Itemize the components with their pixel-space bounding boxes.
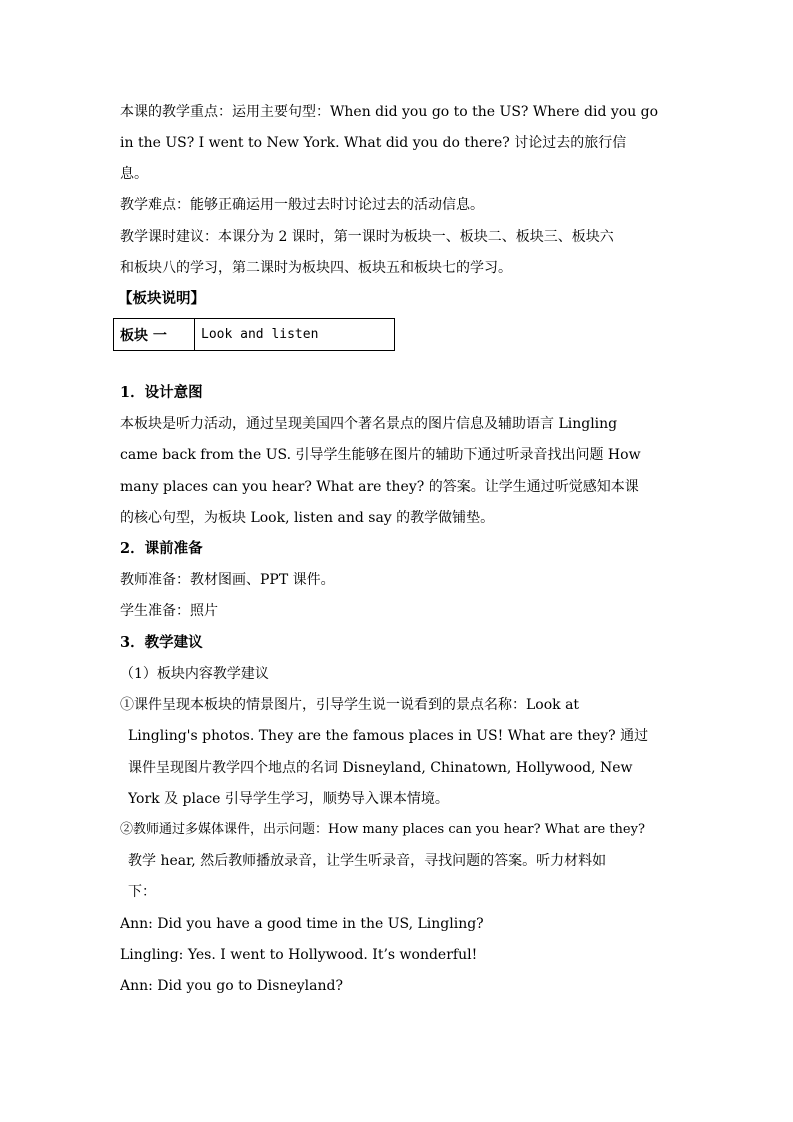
item1-line-4: York 及 place 引导学生学习，顺势导入课本情境。 <box>128 791 449 807</box>
block-name-cell: Look and listen <box>195 319 395 351</box>
item1-line-1: ①课件呈现本板块的情景图片，引导学生说一说看到的景点名称：Look at <box>120 697 580 713</box>
difficulty-line: 教学难点：能够正确运用一般过去时讨论过去的活动信息。 <box>120 197 484 213</box>
design-line-4: 的核心句型，为板块 Look, listen and say 的教学做铺垫。 <box>120 510 495 526</box>
item2-line-3: 下： <box>128 884 156 900</box>
block-table-row <box>114 319 395 351</box>
suggestions-subheading: （1）板块内容教学建议 <box>120 666 269 682</box>
prep-student: 学生准备：照片 <box>120 603 218 619</box>
item1-line-3: 课件呈现图片教学四个地点的名词 Disneyland, Chinatown, Hollywood, New <box>128 760 633 776</box>
item1-line-2: Lingling's photos. They are the famous places in US! What are they? 通过 <box>128 728 649 744</box>
design-heading: 1．设计意图 <box>120 384 203 401</box>
schedule-line-2: 和板块八的学习，第二课时为板块四、板块五和板块七的学习。 <box>120 260 512 276</box>
block-table <box>113 318 395 351</box>
schedule-line-1: 教学课时建议：本课分为 2 课时，第一课时为板块一、板块二、板块三、板块六 <box>120 229 614 245</box>
design-line-1: 本板块是听力活动，通过呈现美国四个著名景点的图片信息及辅助语言 Lingling <box>120 416 618 432</box>
prep-teacher: 教师准备：教材图画、PPT 课件。 <box>120 572 335 588</box>
item2-line-2: 教学 hear, 然后教师播放录音，让学生听录音，寻找问题的答案。听力材料如 <box>128 853 607 869</box>
design-line-3: many places can you hear? What are they? 的答案。让学生通过听觉感知本课 <box>120 479 639 495</box>
focus-line-2: in the US? I went to New York. What did you do there? 讨论过去的旅行信 <box>120 135 627 151</box>
dialogue-line-2: Lingling: Yes. I went to Hollywood. It’s wonderful! <box>120 947 478 963</box>
focus-line-1: 本课的教学重点：运用主要句型：When did you go to the US? Where did you go <box>120 104 659 120</box>
item2-line-1: ②教师通过多媒体课件，出示问题：How many places can you hear? What are they? <box>120 822 645 837</box>
section-title: 【板块说明】 <box>118 290 205 307</box>
dialogue-line-3: Ann: Did you go to Disneyland? <box>120 978 343 994</box>
dialogue-line-1: Ann: Did you have a good time in the US, Lingling? <box>120 916 484 932</box>
prep-heading: 2．课前准备 <box>120 540 203 557</box>
suggestions-heading: 3．教学建议 <box>120 634 203 651</box>
focus-line-3: 息。 <box>120 166 148 182</box>
design-line-2: came back from the US. 引导学生能够在图片的辅助下通过听录音找出问题 How <box>120 447 641 463</box>
block-label-cell: 板块 一 <box>114 319 195 351</box>
